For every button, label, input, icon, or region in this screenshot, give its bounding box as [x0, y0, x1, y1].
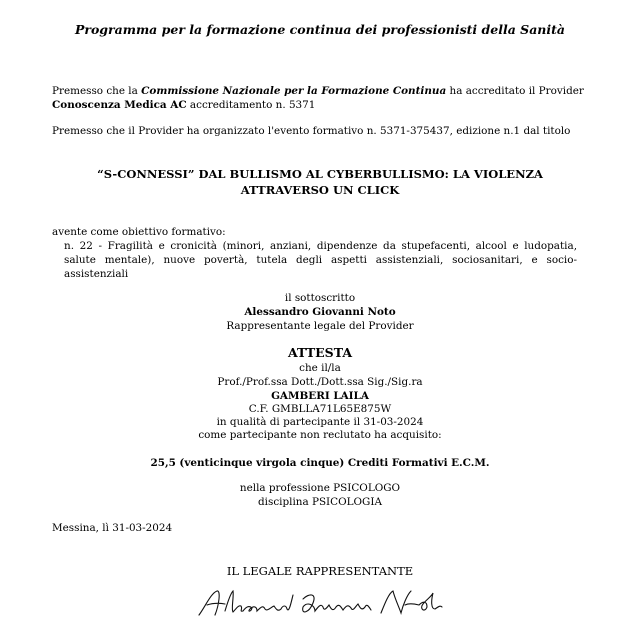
event-title-line1: “S-CONNESSI” DAL BULLISMO AL CYBERBULLISMO: LA VIOLENZA: [97, 167, 543, 181]
provider-name: Conoscenza Medica AC: [52, 99, 187, 111]
attesta-line1: che il/la: [299, 362, 341, 374]
premise-prefix: Premesso che la: [52, 85, 142, 97]
place-date: Messina, lì 31-03-2024: [52, 522, 173, 534]
acquired-line: come partecipante non reclutato ha acquisito:: [198, 429, 442, 441]
signer-role: Rappresentante legale del Provider: [226, 320, 414, 332]
premise-accreditation: [52, 84, 597, 112]
attesta-heading: ATTESTA: [287, 345, 353, 360]
commission-name: Commissione Nazionale per la Formazione Continua: [141, 85, 447, 97]
participation-quality: in qualità di partecipante il 31-03-2024: [216, 416, 424, 428]
handwritten-signature: [195, 585, 445, 625]
objective-text: n. 22 - Fragilità e cronicità (minori, anziani, dipendenze da stupefacenti, alcool e ludopatia, salute mentale), nuove povertà, tutela degli aspetti assistenziali, sociosanitari, e socio-assistenziali: [64, 240, 577, 280]
profession-line: nella professione PSICOLOGO: [239, 482, 401, 494]
premise-middle: ha accreditato il Provider: [446, 85, 584, 97]
fiscal-code: C.F. GMBLLA71L65E875W: [248, 403, 392, 415]
objective-intro: avente come obiettivo formativo:: [52, 226, 226, 238]
legal-representative-label: IL LEGALE RAPPRESENTANTE: [226, 564, 414, 578]
program-header: Programma per la formazione continua dei professionisti della Sanità: [74, 22, 566, 37]
credits-line: 25,5 (venticinque virgola cinque) Crediti Formativi E.C.M.: [150, 457, 490, 469]
signer-name: Alessandro Giovanni Noto: [244, 306, 396, 318]
event-title-line2: ATTRAVERSO UN CLICK: [240, 183, 400, 197]
accreditation-number: accreditamento n. 5371: [186, 99, 316, 111]
premise-event: Premesso che il Provider ha organizzato l'evento formativo n. 5371-375437, edizione n.1 dal titolo: [52, 125, 571, 137]
attesta-titles: Prof./Prof.ssa Dott./Dott.ssa Sig./Sig.ra: [217, 376, 423, 388]
signer-intro: il sottoscritto: [284, 292, 356, 304]
participant-name: GAMBERI LAILA: [271, 390, 369, 402]
event-title: [52, 166, 588, 198]
discipline-line: disciplina PSICOLOGIA: [258, 496, 382, 508]
